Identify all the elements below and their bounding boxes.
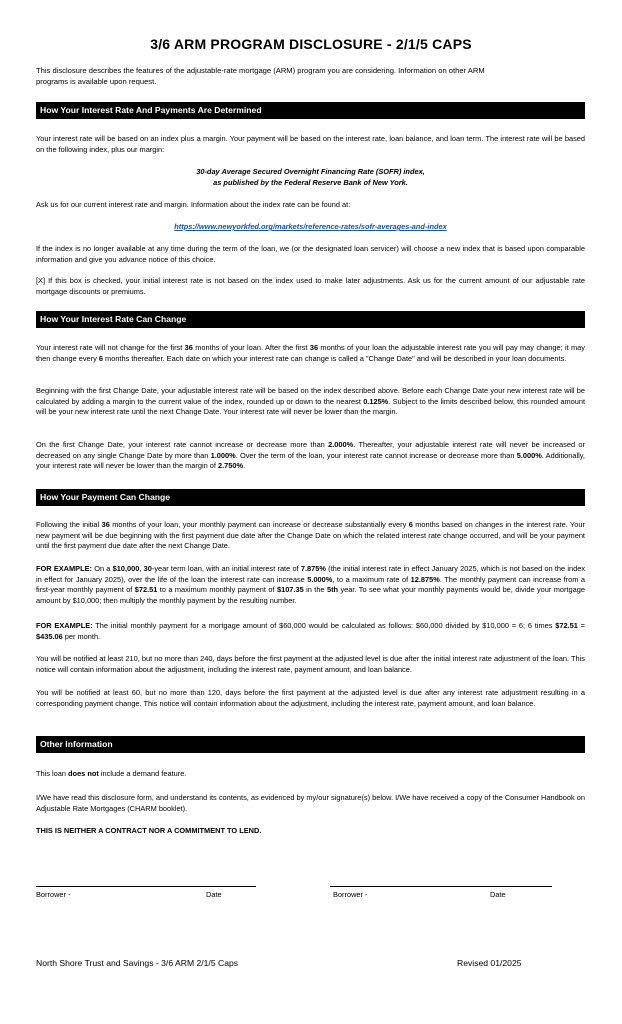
footer-right: Revised 01/2025: [457, 958, 522, 968]
date-label-2: Date: [490, 890, 506, 899]
footer-left: North Shore Trust and Savings - 3/6 ARM 2/1/5 Caps: [36, 958, 239, 968]
borrower-label-2: Borrower -: [333, 890, 368, 899]
other-paragraph-1: This loan does not include a demand feature.: [36, 769, 187, 778]
rate-change-paragraph-1: Your interest rate will not change for the first 36 months of your loan. After the first 36 months of your loan the adjustable interest rate you will pay may change; it may then change every 6 months thereafter. Each date on which your interest rate can change is called a "Change Date" and will be described in your loan documents.: [36, 343, 585, 363]
rate-change-paragraph-2: Beginning with the first Change Date, your adjustable interest rate will be based on the index described above. Before each Change Date your new interest rate will be calculated by adding a margin to the current value of the index, rounded up or down to the nearest 0.125%. Subject to the limits described below, this rounded amount will be your new interest rate until the next Change Date. Your interest rate will never be lower than the margin.: [36, 386, 586, 417]
payment-example-2: FOR EXAMPLE: The initial monthly payment for a mortgage amount of $60,000 would be calculated as follows: $60,000 divided by $10,000 = 6; 6 times $72.51 = $435.06 per month.: [36, 621, 585, 641]
other-paragraph-2: I/We have read this disclosure form, and understand its contents, as evidenced by my/our signature(s) below. I/We have received a copy of the Consumer Handbook on Adjustable Rate Mortgages (CHARM booklet).: [36, 793, 585, 813]
payment-change-paragraph-1: Following the initial 36 months of your loan, your monthly payment can increase or decrease substantially every 6 months based on changes in the interest rate. Your new payment will be due beginning with the first payment due date after the Change Date on which the related interest rate change occurred, and will be your payment until the first payment due date after the next Change Date.: [36, 520, 585, 551]
index-line-1: 30-day Average Secured Overnight Financing Rate (SOFR) index,: [196, 167, 425, 176]
signature-line-borrower-2[interactable]: [330, 886, 552, 887]
section-heading-payment-change: How Your Payment Can Change: [36, 489, 585, 506]
determined-paragraph-3: If the index is no longer available at any time during the term of the loan, we (or the designated loan servicer) will choose a new index that is based upon comparable information and give you advance notice of this choice.: [36, 244, 585, 264]
payment-example-1: FOR EXAMPLE: On a $10,000, 30-year term loan, with an initial interest rate of 7.875% (the initial interest rate in effect January 2025, which is not based on the index in effect for January 2025), over the life of the loan the interest rate can increase 5.000%, to a maximum rate of 12.875%. The monthly payment can increase from a first-year monthly payment of $72.51 to a maximum monthly payment of $107.35 in the 5th year. To see what your monthly payments would be, divide your mortgage amount by $10,000; then multiply the monthly payment by the resulting number.: [36, 564, 586, 605]
index-rate-link[interactable]: https://www.newyorkfed.org/markets/reference-rates/sofr-averages-and-index: [174, 222, 447, 231]
determined-paragraph-4: [X] If this box is checked, your initial interest rate is not based on the index used to make later adjustments. Ask us for the current amount of our adjustable rate mortgage discounts or premiums.: [36, 276, 585, 296]
page-title: 3/6 ARM PROGRAM DISCLOSURE - 2/1/5 CAPS: [150, 36, 472, 52]
date-label-1: Date: [206, 890, 222, 899]
section-heading-rate-change: How Your Interest Rate Can Change: [36, 311, 585, 328]
signature-line-borrower-1[interactable]: [36, 886, 256, 887]
section-heading-determined: How Your Interest Rate And Payments Are Determined: [36, 102, 585, 119]
rate-change-paragraph-3: On the first Change Date, your interest rate cannot increase or decrease more than 2.000%. Thereafter, your adjustable interest rate will never be increased or decreased on any single Change Date by more than 1.000%. Over the term of the loan, your interest rate cannot increase or decrease more than 5.000%. Additionally, your interest rate will never be lower than the margin of 2.750%.: [36, 440, 585, 471]
determined-paragraph-2: Ask us for our current interest rate and margin. Information about the index rate can be found at:: [36, 200, 351, 209]
borrower-label-1: Borrower -: [36, 890, 71, 899]
intro-text: This disclosure describes the features of the adjustable-rate mortgage (ARM) program you are considering. Information on other ARM programs is available upon request.: [36, 66, 485, 86]
section-heading-other: Other Information: [36, 736, 585, 753]
determined-paragraph-1: Your interest rate will be based on an index plus a margin. Your payment will be based on the interest rate, loan balance, and loan term. The interest rate will be based on the following index, plus our margin:: [36, 134, 585, 154]
payment-change-paragraph-4: You will be notified at least 210, but no more than 240, days before the first payment at the adjusted level is due after the initial interest rate adjustment of the loan. This notice will contain information about the adjustment, including the interest rate, payment amount, and loan balance.: [36, 654, 585, 674]
index-line-2: as published by the Federal Reserve Bank of New York.: [213, 178, 408, 187]
other-paragraph-3: THIS IS NEITHER A CONTRACT NOR A COMMITMENT TO LEND.: [36, 826, 262, 835]
payment-change-paragraph-5: You will be notified at least 60, but no more than 120, days before the first payment at the adjusted level is due after any interest rate adjustment resulting in a corresponding payment change. This notice will contain information about the adjustment, including the interest rate, payment amount, and loan balance.: [36, 688, 585, 708]
